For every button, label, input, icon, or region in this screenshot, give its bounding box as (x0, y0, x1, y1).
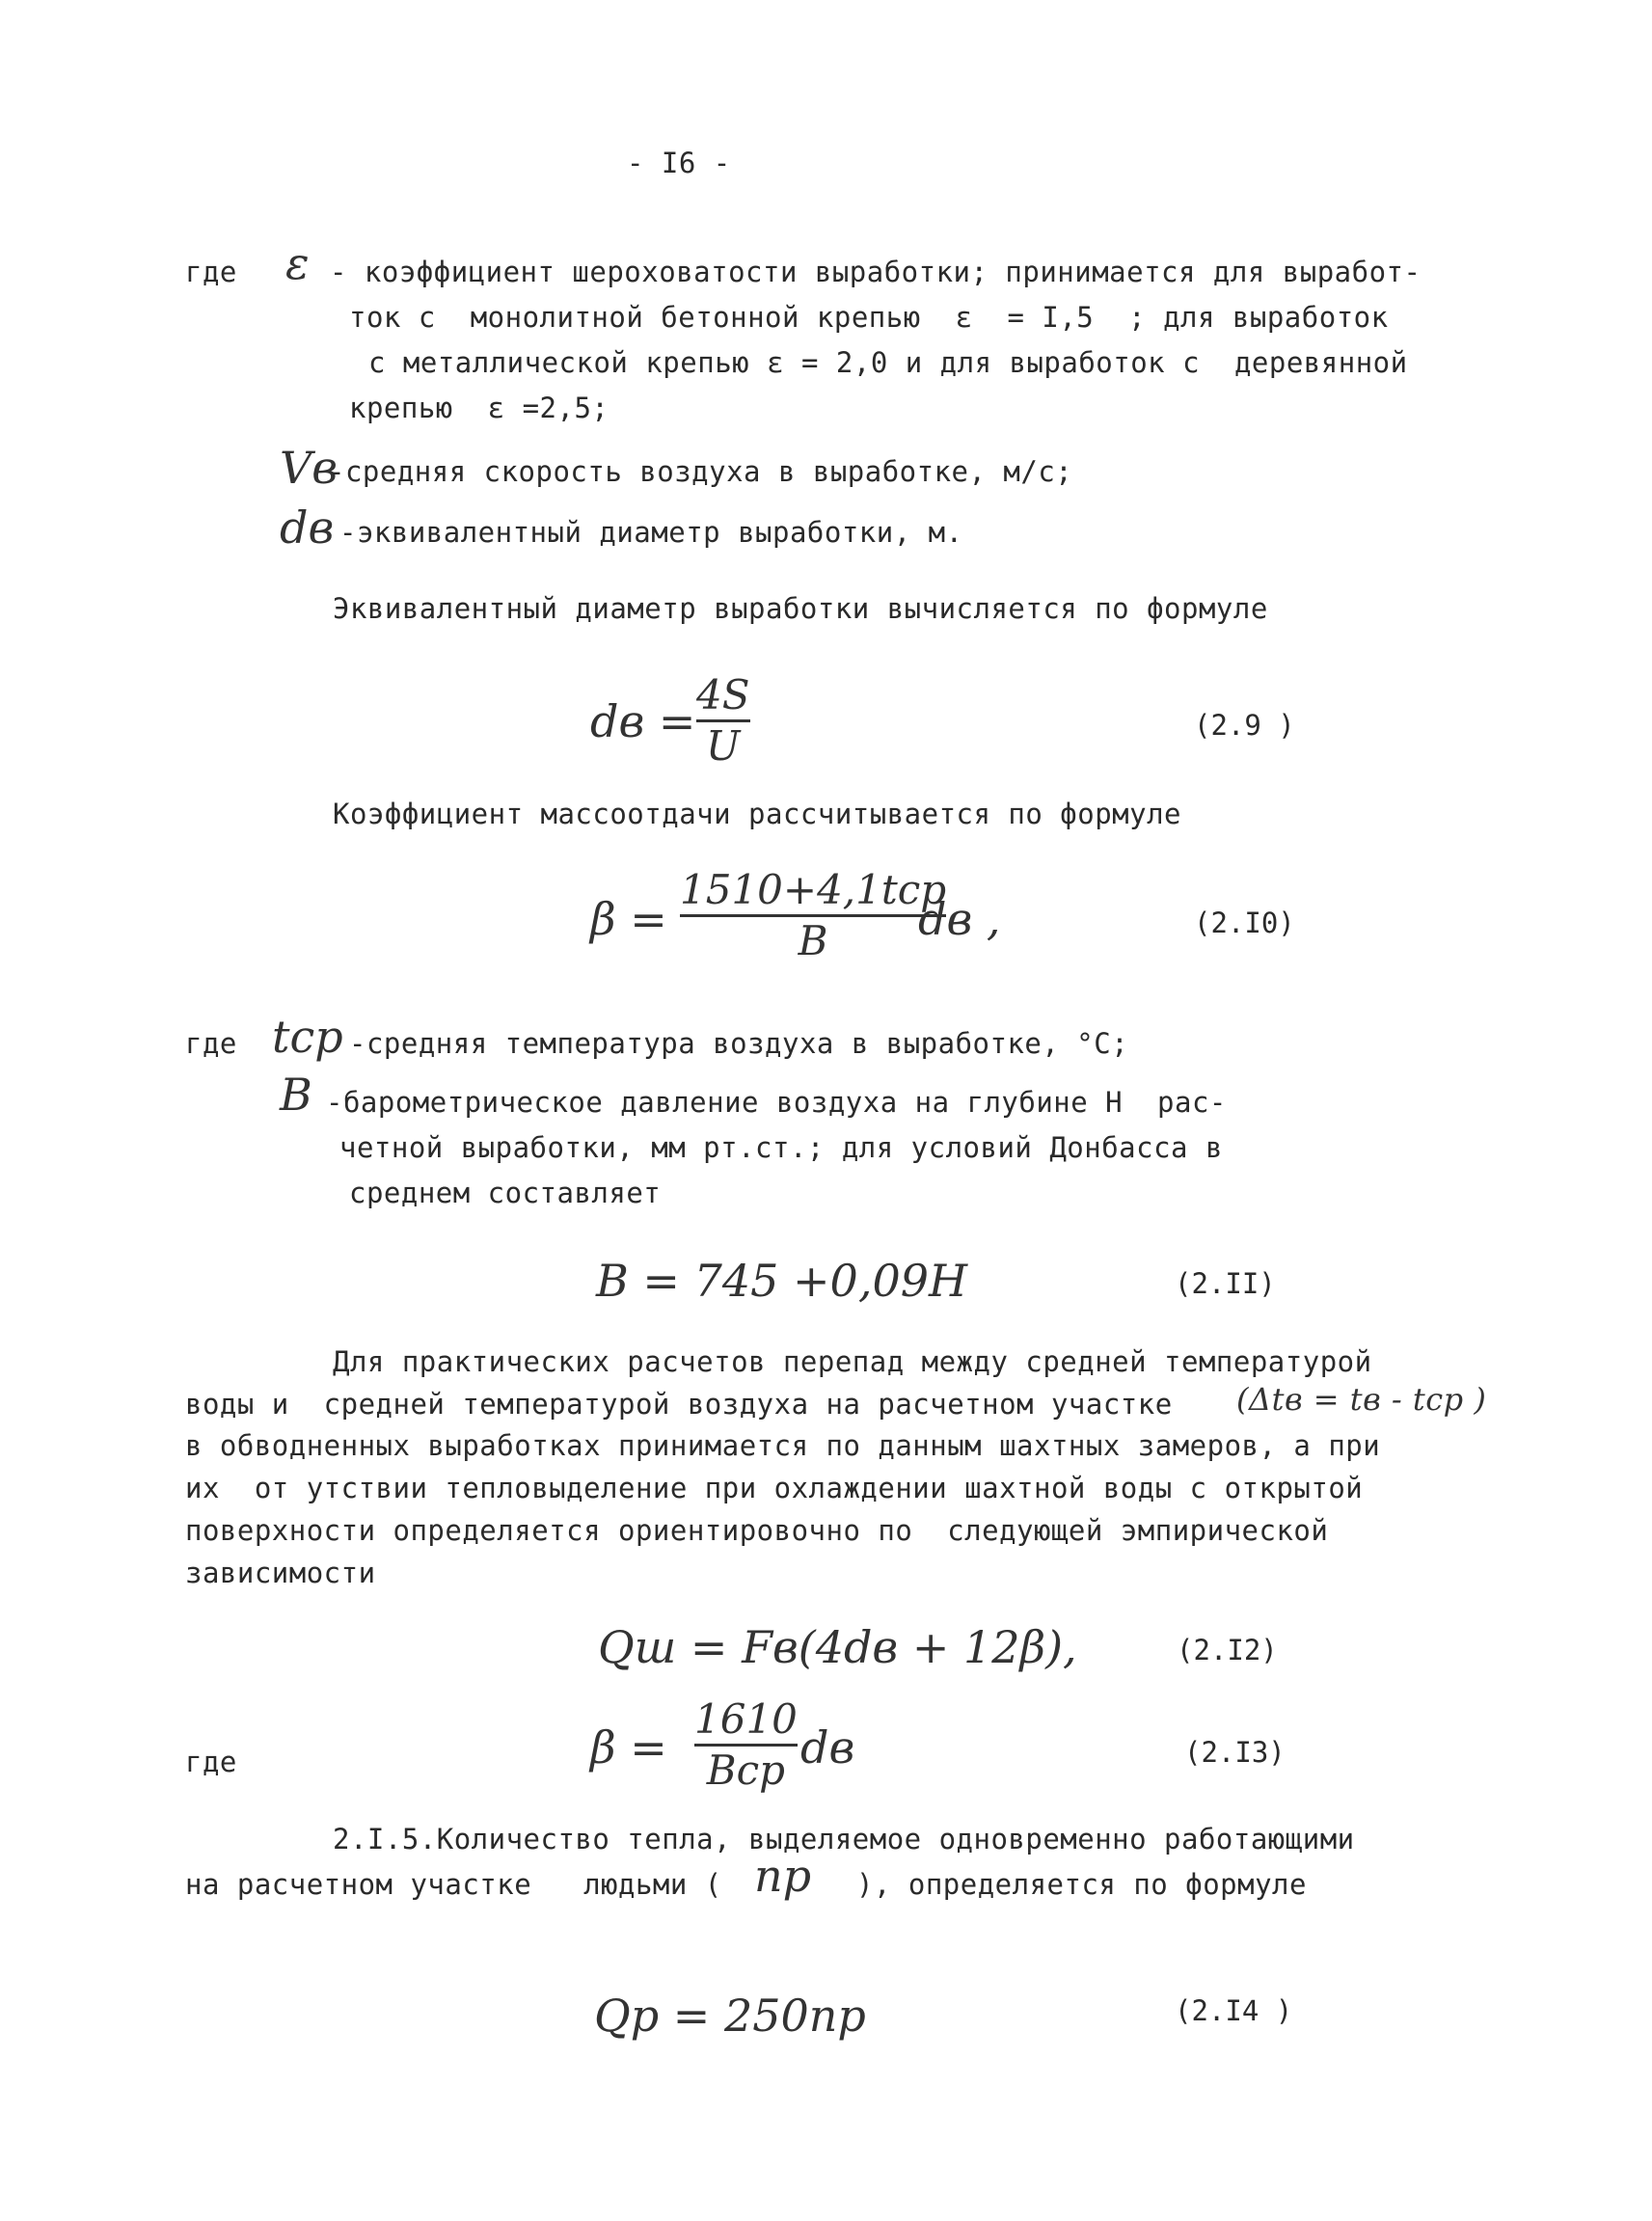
eq-2-11-number: (2.II) (1175, 1267, 1276, 1300)
eq-2-9-numerator: 4S (696, 671, 750, 718)
epsilon-definition-line4: крепью ε =2,5; (349, 392, 609, 424)
equiv-diameter-intro: Эквивалентный диаметр выработки вычисляется по формуле (333, 592, 1268, 625)
n-symbol: nр (754, 1850, 812, 1902)
section-2-1-5-line2-start: на расчетном участке людьми ( (185, 1868, 722, 1901)
page-number: - I6 - (627, 147, 731, 179)
eq-2-12-formula: Qш = Fв(4dв + 12β), (598, 1621, 1077, 1673)
eq-2-14-formula: Qр = 250nр (594, 1990, 866, 2042)
epsilon-definition-line3: с металлической крепью ε = 2,0 и для выработок с деревянной (368, 346, 1408, 379)
where-label: где (185, 1746, 237, 1778)
eq-2-10-lhs: β = (590, 893, 667, 945)
where-label: где (185, 1027, 237, 1060)
eq-2-13-denominator: Bср (706, 1747, 786, 1794)
paragraph-line1: Для практических расчетов перепад между средней температурой (333, 1345, 1372, 1378)
t-definition: -средняя температура воздуха в выработке, °С; (349, 1027, 1129, 1060)
epsilon-symbol: ε (285, 237, 310, 289)
paragraph-line6: зависимости (185, 1557, 376, 1589)
b-definition-line1: -барометрическое давление воздуха на глубине Н рас- (326, 1086, 1227, 1119)
eq-2-13-tail: dв (800, 1721, 855, 1774)
eq-2-14-number: (2.I4 ) (1175, 1994, 1293, 2027)
paragraph-delta-t: (Δtв = tв - tср ) (1236, 1381, 1487, 1418)
paragraph-line3: в обводненных выработках принимается по данным шахтных замеров, а при (185, 1429, 1381, 1462)
paragraph-line2: воды и средней температурой воздуха на расчетном участке (185, 1388, 1173, 1421)
t-symbol: tср (272, 1011, 343, 1063)
eq-2-9-lhs: dв = (590, 695, 696, 747)
eq-2-10-fraction (680, 868, 946, 963)
eq-2-13-numerator: 1610 (694, 1695, 798, 1743)
eq-2-13-lhs: β = (590, 1721, 667, 1774)
eq-2-10-number: (2.I0) (1194, 907, 1295, 939)
eq-2-10-numerator: 1510+4,1tср (680, 866, 947, 913)
b-symbol: B (280, 1069, 312, 1121)
mass-transfer-intro: Коэффициент массоотдачи рассчитывается по формуле (333, 798, 1182, 830)
eq-2-9-fraction (696, 673, 750, 769)
eq-2-12-number: (2.I2) (1177, 1634, 1278, 1666)
where-label: где (185, 256, 237, 288)
paragraph-line4: их от утствии тепловыделение при охлаждении шахтной воды с открытой (185, 1472, 1364, 1504)
eq-2-13-fraction (694, 1697, 798, 1793)
eq-2-10-tail: dв , (918, 893, 1001, 945)
v-symbol: Vв (280, 442, 338, 494)
paragraph-line5: поверхности определяется ориентировочно по следующей эмпирической (185, 1514, 1329, 1547)
epsilon-definition-line2: ток с монолитной бетонной крепью ε = I,5 ; для выработок (349, 301, 1389, 334)
eq-2-13-number: (2.I3) (1184, 1736, 1286, 1769)
epsilon-definition-line1: - коэффициент шероховатости выработки; принимается для выработ- (330, 256, 1422, 288)
b-definition-line2: четной выработки, мм рт.ст.; для условий Донбасса в (339, 1131, 1223, 1164)
section-2-1-5-line1: 2.I.5.Количество тепла, выделяемое одновременно работающими (333, 1823, 1355, 1855)
d-definition: -эквивалентный диаметр выработки, м. (339, 516, 963, 549)
eq-2-10-denominator: B (798, 917, 828, 964)
eq-2-11-formula: B = 745 +0,09H (596, 1255, 968, 1307)
eq-2-9-number: (2.9 ) (1194, 709, 1295, 742)
b-definition-line3: среднем составляет (349, 1177, 662, 1209)
d-symbol: dв (280, 501, 335, 554)
section-2-1-5-line2-end: ), определяется по формуле (856, 1868, 1307, 1901)
v-definition: -средняя скорость воздуха в выработке, м/с; (328, 455, 1073, 488)
eq-2-9-denominator: U (706, 722, 741, 770)
